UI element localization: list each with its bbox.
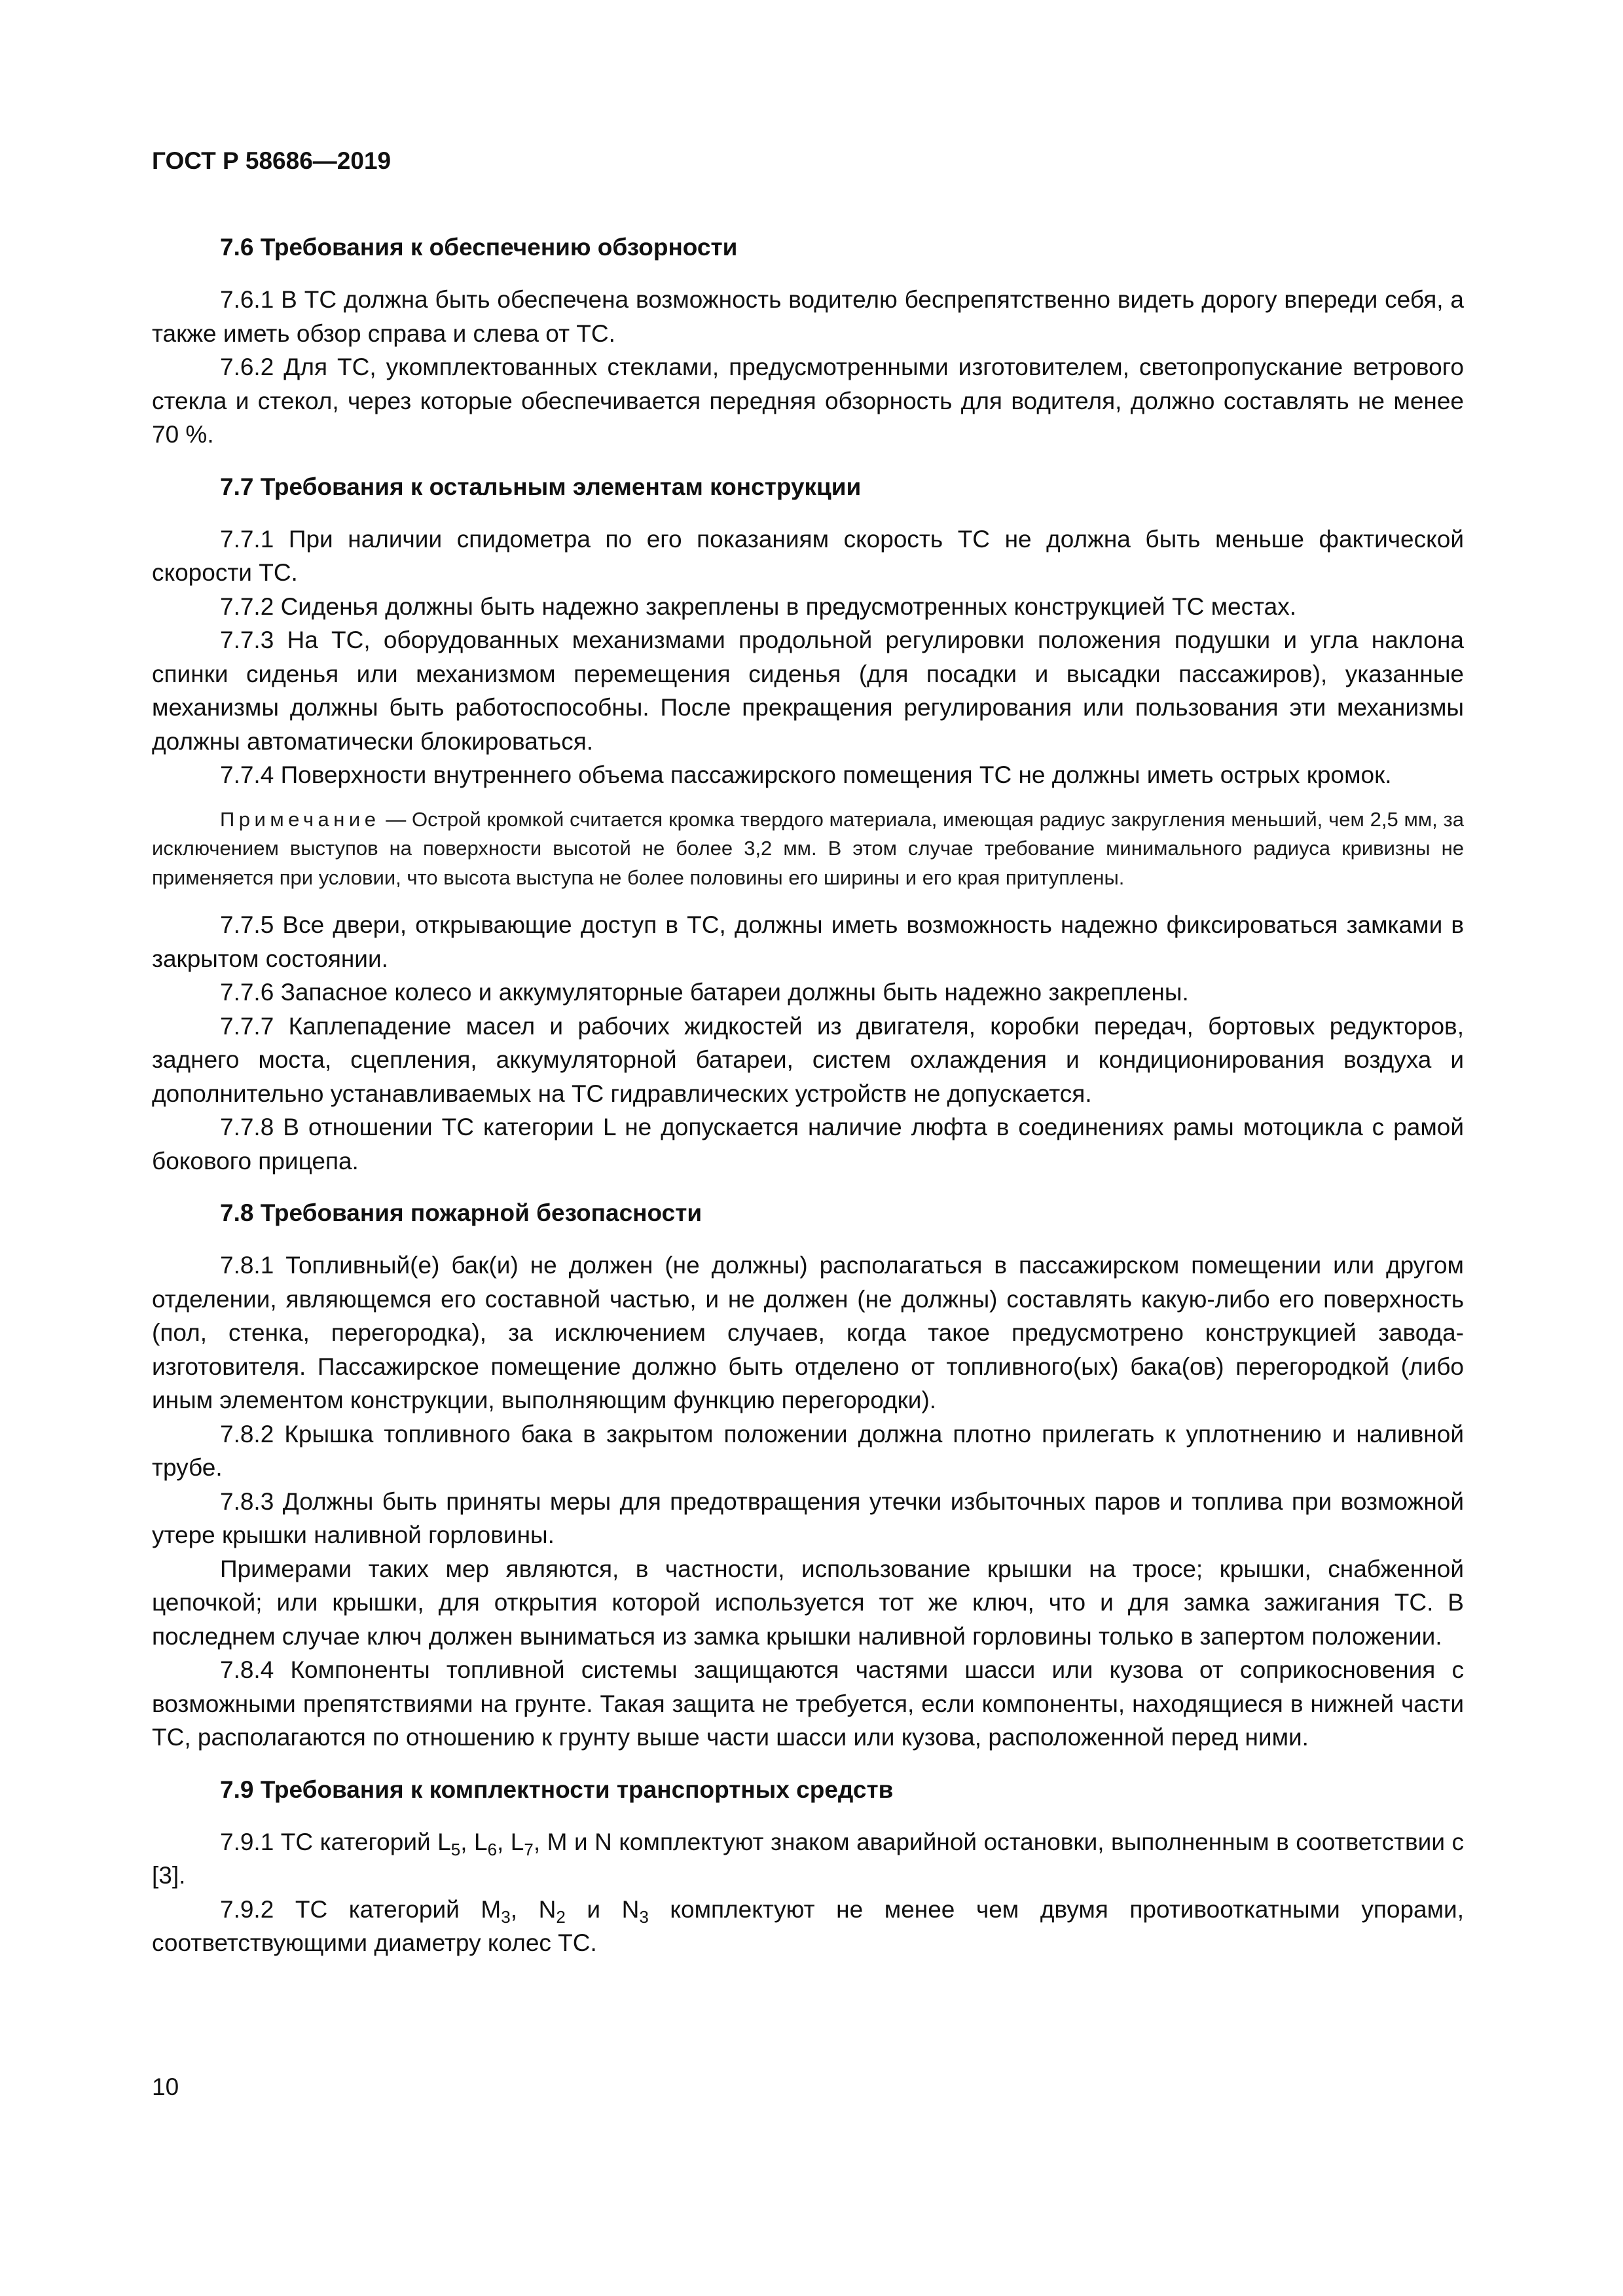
section-title: 7.7 Требования к остальным элементам конструкции [220,473,862,500]
paragraph-7-7-5: 7.7.5 Все двери, открывающие доступ в ТС, должны иметь возможность надежно фиксироваться замками в закрытом состоянии. [152,911,1464,972]
section-7-8 [152,1199,1464,1755]
paragraph-7-8-3: 7.8.3 Должны быть приняты меры для предотвращения утечки избыточных паров и топлива при возможной утере крышки наливной горловины. [152,1487,1464,1548]
paragraph-7-8-1: 7.8.1 Топливный(е) бак(и) не должен (не должны) располагаться в пассажирском помещении или другом отделении, являющемся его составной частью, и не должен (не должны) составлять какую-либо его поверхность (пол, стенка, перегородка), за исключением случаев, когда такое предусмотрено конструкцией завода-изготовителя. Пассажирское помещение должно быть отделено от топливного(ых) бака(ов) перегородкой (либо иным элементом конструкции, выполняющим функцию перегородки). [152,1252,1464,1413]
section-7-9 [152,1776,1464,1960]
section-7-6 [152,233,1464,452]
paragraph-7-7-4: 7.7.4 Поверхности внутреннего объема пассажирского помещения ТС не должны иметь острых кромок. [220,761,1392,788]
paragraph-7-8-4: 7.8.4 Компоненты топливной системы защищаются частями шасси или кузова от соприкосновения с возможными препятствиями на грунте. Такая защита не требуется, если компоненты, находящиеся в нижней части ТС, располагаются по отношению к грунту выше части шасси или кузова, расположенной перед ними. [152,1656,1464,1751]
paragraph-7-7-8: 7.7.8 В отношении ТС категории L не допускается наличие люфта в соединениях рамы мотоцикла с рамой бокового прицепа. [152,1114,1464,1175]
page-number: 10 [152,2073,179,2100]
section-title: 7.6 Требования к обеспечению обзорности [220,234,738,261]
note-label: Примечание [220,807,380,831]
paragraph-7-9-2: 7.9.2 ТС категорий $М_3$, $N_2$ и $N_3$ комплектуют не менее чем двумя противооткатными упорами, соответствующими диаметру колес ТС. [152,1895,1465,1956]
paragraph-7-8-3-examples: Примерами таких мер являются, в частности, использование крышки на тросе; крышки, снабженной цепочкой; или крышки, для открытия которой используется тот же ключ, что и для замка зажигания ТС. В последнем случае ключ должен выниматься из замка крышки наливной горловины только в запертом положении. [152,1555,1464,1650]
paragraph-7-7-3: 7.7.3 На ТС, оборудованных механизмами продольной регулировки положения подушки и угла наклона спинки сиденья или механизмом перемещения сиденья (для посадки и высадки пассажиров), указанные механизмы должны быть работоспособны. После прекращения регулирования или пользования эти механизмы должны автоматически блокироваться. [152,627,1464,755]
paragraph-7-8-2: 7.8.2 Крышка топливного бака в закрытом положении должна плотно прилегать к уплотнению и наливной трубе. [152,1420,1464,1481]
document-page [152,147,1464,1981]
section-title: 7.8 Требования пожарной безопасности [220,1199,702,1226]
section-7-7 [152,473,1464,1178]
paragraph-7-6-1: 7.6.1 В ТС должна быть обеспечена возможность водителю беспрепятственно видеть дорогу впереди себя, а также иметь обзор справа и слева от ТС. [152,286,1464,347]
paragraph-7-7-2: 7.7.2 Сиденья должны быть надежно закреплены в предусмотренных конструкцией ТС местах. [220,592,1296,620]
note-text: — Острой кромкой считается кромка твердого материала, имеющая радиус закругления меньший, чем 2,5 мм, за исключением выступов на поверхности высотой не более 3,2 мм. В этом случае требование минимального радиуса кривизны не применяется при условии, что высота выступа не более половины его ширины и его края притуплены. [152,807,1464,889]
paragraph-7-6-2: 7.6.2 Для ТС, укомплектованных стеклами, предусмотренными изготовителем, светопропускание ветрового стекла и стекол, через которые обеспечивается передняя обзорность для водителя, должно составлять не менее 70 %. [152,354,1464,448]
section-title: 7.9 Требования к комплектности транспортных средств [220,1776,894,1803]
paragraph-7-9-1: 7.9.1 ТС категорий $L_5$, $L_6$, $L_7$, M и N комплектуют знаком аварийной остановки, выполненным в соответствии с [3]. [152,1828,1465,1889]
paragraph-7-7-1: 7.7.1 При наличии спидометра по его показаниям скорость ТС не должна быть меньше фактической скорости ТС. [152,525,1464,586]
document-header: ГОСТ Р 58686—2019 [152,147,392,174]
paragraph-7-7-7: 7.7.7 Каплепадение масел и рабочих жидкостей из двигателя, коробки передач, бортовых редукторов, заднего моста, сцепления, аккумуляторной батареи, систем охлаждения и кондиционирования воздуха и дополнительно устанавливаемых на ТС гидравлических устройств не допускается. [152,1012,1464,1107]
note [152,805,1464,893]
paragraph-7-7-6: 7.7.6 Запасное колесо и аккумуляторные батареи должны быть надежно закреплены. [220,979,1189,1006]
